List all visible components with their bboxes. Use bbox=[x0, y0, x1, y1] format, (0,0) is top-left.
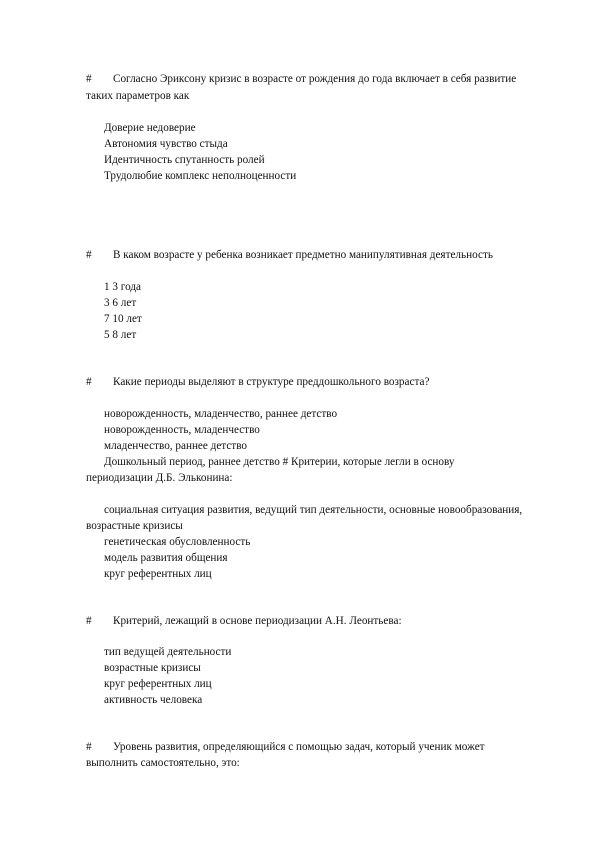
question-1-option: Автономия чувство стыда bbox=[104, 138, 228, 150]
question-4-option: круг референтных лиц bbox=[104, 678, 212, 690]
question-3b-option-wrap: возрастные кризисы bbox=[86, 520, 183, 532]
question-3-option: Дошкольный период, раннее детство # Критерии, которые легли в основу bbox=[104, 456, 455, 468]
question-2-option: 3 6 лет bbox=[104, 297, 137, 309]
question-4-text-line-1: Критерий, лежащий в основе периодизации А.Н. Леонтьева: bbox=[113, 615, 402, 627]
question-3-continuation: периодизации Д.Б. Эльконина: bbox=[86, 472, 233, 484]
question-4-option: возрастные кризисы bbox=[104, 662, 201, 674]
question-5-text-line-2: выполнить самостоятельно, это: bbox=[86, 757, 240, 769]
question-2-text-line-1: В каком возрасте у ребенка возникает предметно манипулятивная деятельность bbox=[113, 249, 493, 261]
question-1-option: Трудолюбие комплекс неполноценности bbox=[104, 170, 297, 182]
question-5-text-line-1: Уровень развития, определяющийся с помощью задач, который ученик может bbox=[113, 741, 485, 753]
question-1-option: Идентичность спутанность ролей bbox=[104, 154, 265, 166]
question-3-option: младенчество, раннее детство bbox=[104, 440, 247, 452]
question-marker: # bbox=[86, 249, 92, 261]
question-marker: # bbox=[86, 73, 92, 85]
question-4-option: тип ведущей деятельности bbox=[104, 646, 232, 658]
question-3b-option: модель развития общения bbox=[104, 552, 228, 564]
question-3-option: новорожденность, младенчество, раннее детство bbox=[104, 408, 338, 420]
question-marker: # bbox=[86, 376, 92, 388]
question-1-text-line-2: таких параметров как bbox=[86, 90, 190, 102]
question-1-option: Доверие недоверие bbox=[104, 122, 196, 134]
question-3b-option: генетическая обусловленность bbox=[104, 536, 251, 548]
question-3-option: новорожденность, младенчество bbox=[104, 424, 260, 436]
question-3-text-line-1: Какие периоды выделяют в структуре преддошкольного возраста? bbox=[113, 376, 430, 388]
question-3b-option: социальная ситуация развития, ведущий тип деятельности, основные новообразования, bbox=[104, 504, 523, 516]
question-2-option: 7 10 лет bbox=[104, 313, 142, 325]
question-2-option: 5 8 лет bbox=[104, 329, 137, 341]
question-2-option: 1 3 года bbox=[104, 281, 142, 293]
question-1-text-line-1: Согласно Эриксону кризис в возрасте от рождения до года включает в себя развитие bbox=[113, 73, 517, 85]
question-4-option: активность человека bbox=[104, 694, 203, 706]
question-marker: # bbox=[86, 741, 92, 753]
question-marker: # bbox=[86, 615, 92, 627]
question-3b-option: круг референтных лиц bbox=[104, 568, 212, 580]
